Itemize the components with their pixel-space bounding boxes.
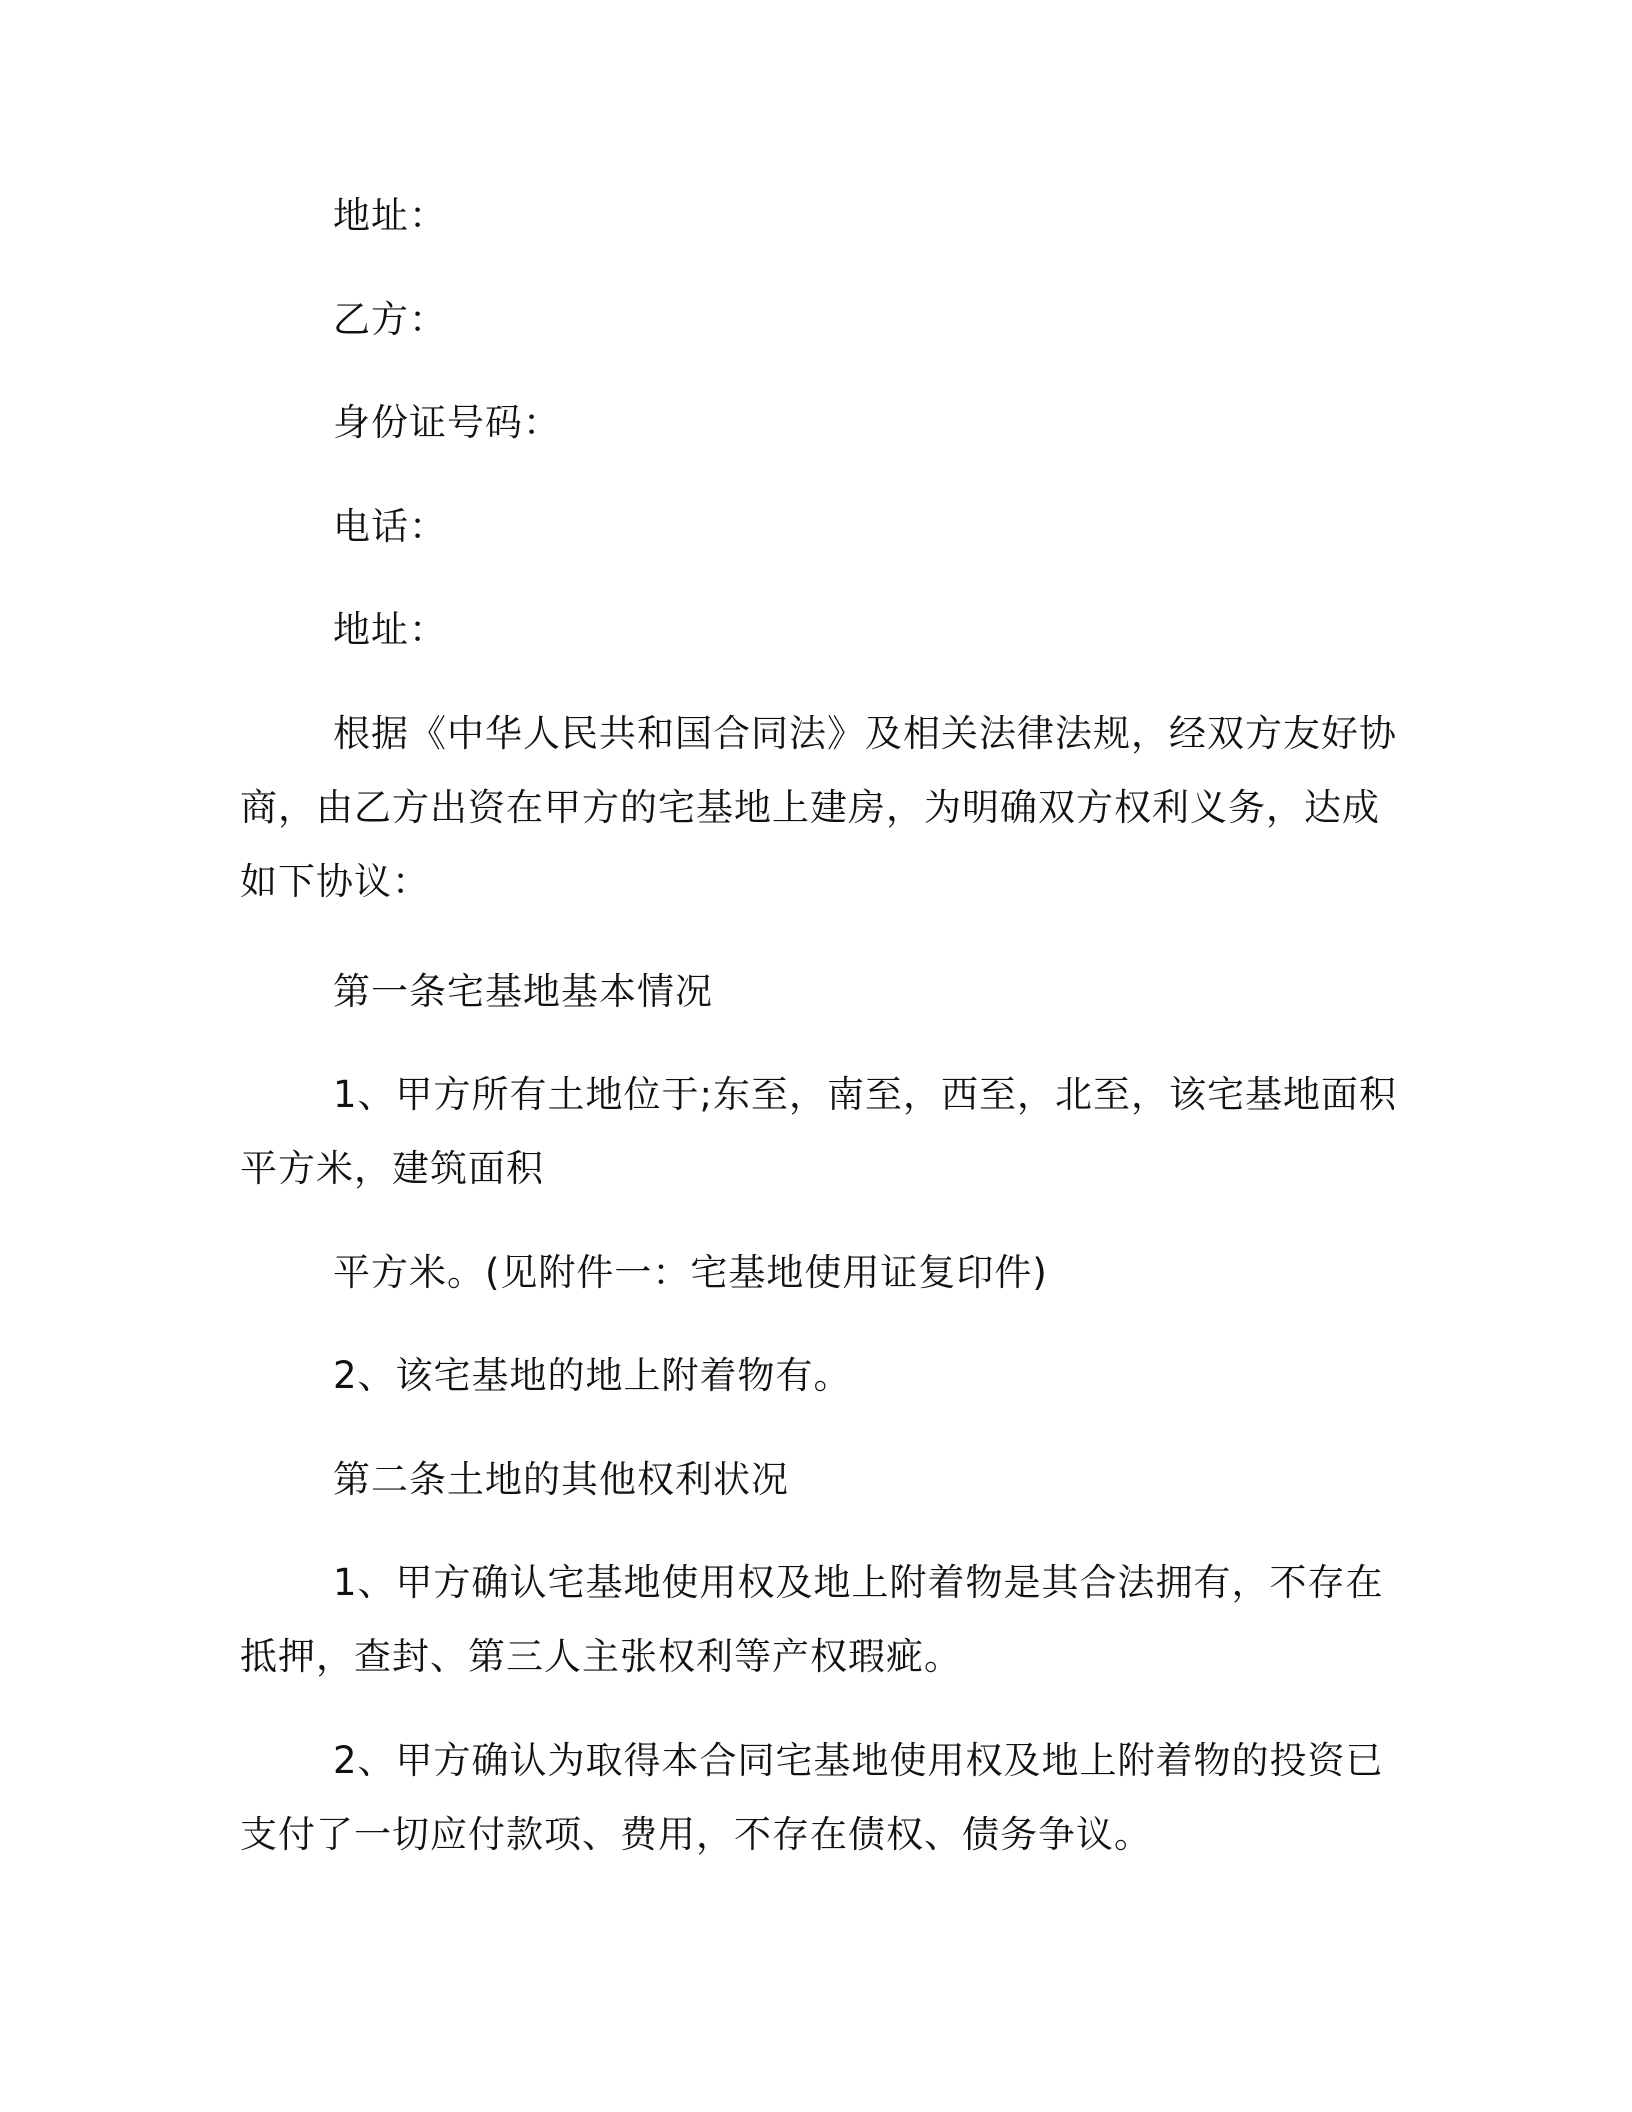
phone-line: 电话： [333,505,447,548]
address-line-b: 地址： [333,608,447,651]
article-1-item-1-line-2: 平方米，建筑面积 [240,1147,544,1190]
id-number-line: 身份证号码： [333,401,561,444]
preamble-line-2: 商，由乙方出资在甲方的宅基地上建房，为明确双方权利义务，达成 [240,786,1380,829]
preamble-line-1: 根据《中华人民共和国合同法》及相关法律法规，经双方友好协 [333,712,1397,755]
article-2-title: 第二条土地的其他权利状况 [333,1458,789,1501]
party-b-line: 乙方： [333,298,447,341]
article-1-item-1-line-3: 平方米。(见附件一：宅基地使用证复印件) [333,1251,1048,1294]
article-1-item-2: 2、该宅基地的地上附着物有。 [333,1354,852,1397]
article-2-item-1-line-2: 抵押，查封、第三人主张权利等产权瑕疵。 [240,1635,962,1678]
address-line-a: 地址： [333,194,447,237]
article-1-item-1-line-1: 1、甲方所有土地位于;东至，南至，西至，北至，该宅基地面积 [333,1073,1398,1116]
preamble-line-3: 如下协议： [240,860,430,903]
article-1-title: 第一条宅基地基本情况 [333,970,713,1013]
article-2-item-2-line-1: 2、甲方确认为取得本合同宅基地使用权及地上附着物的投资已 [333,1739,1384,1782]
article-2-item-1-line-1: 1、甲方确认宅基地使用权及地上附着物是其合法拥有，不存在 [333,1561,1384,1604]
article-2-item-2-line-2: 支付了一切应付款项、费用，不存在债权、债务争议。 [240,1813,1152,1856]
